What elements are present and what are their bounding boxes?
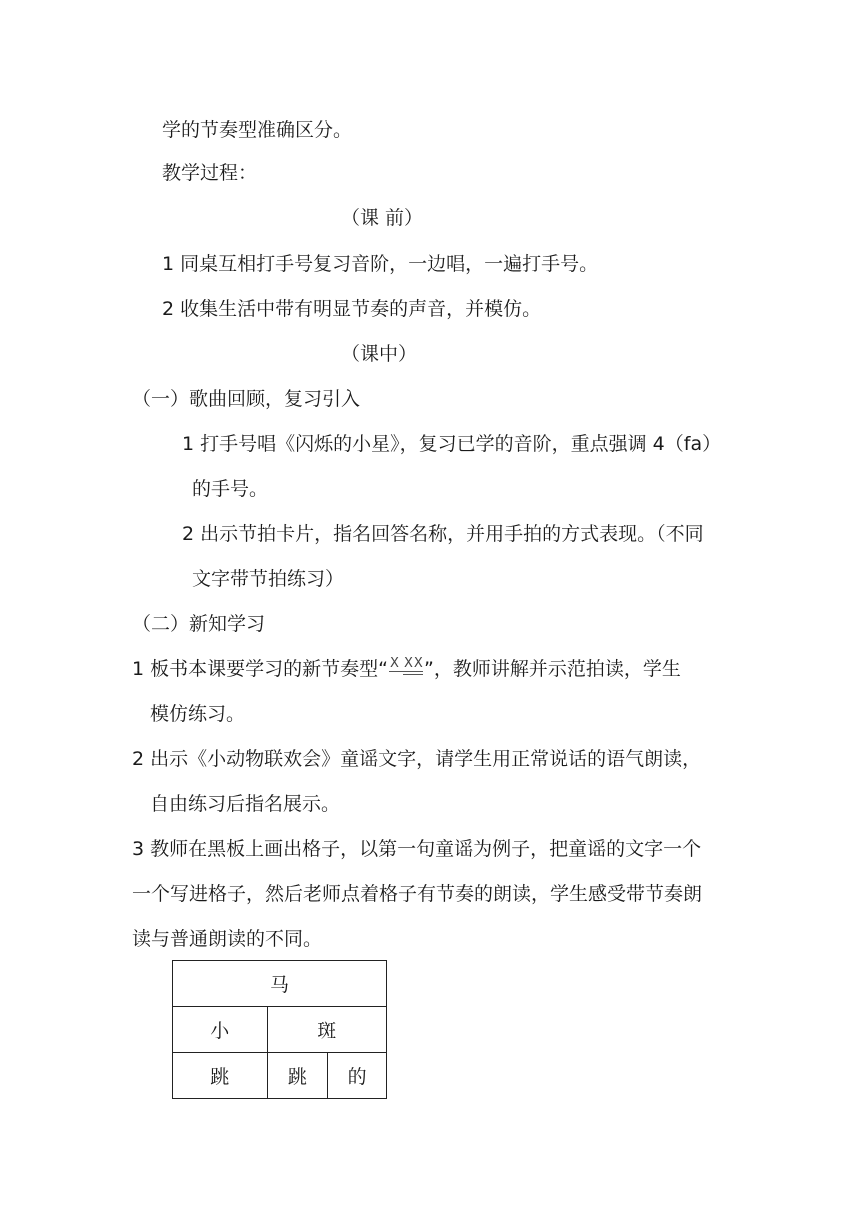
grid-cell: 跳 (173, 1053, 268, 1099)
grid-cell: 跳 (267, 1053, 328, 1099)
paragraph-19: 读与普通朗读的不同。 (132, 928, 323, 950)
paragraph-13-start: 1 板书本课要学习的新节奏型“ (132, 658, 388, 680)
grid-cell: 马 (173, 961, 387, 1007)
paragraph-14: 模仿练习。 (150, 703, 246, 725)
rhythm-underline-1 (389, 671, 423, 672)
paragraph-18: 一个写进格子，然后老师点着格子有节奏的朗读，学生感受带节奏朗 (132, 883, 703, 905)
grid-row-1 (173, 961, 387, 1007)
rhythm-grid-table (172, 960, 387, 1099)
rhythm-underline-2 (403, 674, 423, 675)
paragraph-8: 1 打手号唱《闪烁的小星》，复习已学的音阶，重点强调 4（fa） (182, 433, 722, 455)
rhythm-note-1: X (389, 656, 400, 671)
paragraph-9: 的手号。 (192, 478, 269, 500)
paragraph-17: 3 教师在黑板上画出格子，以第一句童谣为例子，把童谣的文字一个 (132, 838, 702, 860)
paragraph-11: 文字带节拍练习） (192, 568, 345, 590)
rhythm-note-2: XX (403, 656, 424, 671)
grid-cell: 小 (173, 1007, 268, 1053)
grid-row-2 (173, 1007, 387, 1053)
paragraph-4: 1 同桌互相打手号复习音阶，一边唱，一遍打手号。 (162, 253, 599, 275)
rhythm-symbol-icon (389, 656, 423, 678)
paragraph-10: 2 出示节拍卡片，指名回答名称，并用手拍的方式表现。（不同 (182, 523, 704, 545)
grid-cell: 斑 (267, 1007, 386, 1053)
section-heading-in-class: （课中） (341, 343, 418, 365)
paragraph-1: 学的节奏型准确区分。 (162, 119, 353, 141)
paragraph-13-end: ”，教师讲解并示范拍读，学生 (423, 658, 681, 680)
grid-cell: 的 (328, 1053, 387, 1099)
paragraph-16: 自由练习后指名展示。 (150, 793, 341, 815)
section-heading-before-class: （课 前） (341, 207, 424, 229)
paragraph-15: 2 出示《小动物联欢会》童谣文字，请学生用正常说话的语气朗读， (132, 748, 702, 770)
subsection-heading-1: （一）歌曲回顾，复习引入 (132, 388, 361, 410)
grid-row-3 (173, 1053, 387, 1099)
paragraph-13 (132, 656, 681, 682)
paragraph-2: 教学过程： (162, 162, 258, 184)
subsection-heading-2: （二）新知学习 (132, 613, 266, 635)
paragraph-5: 2 收集生活中带有明显节奏的声音，并模仿。 (162, 298, 542, 320)
